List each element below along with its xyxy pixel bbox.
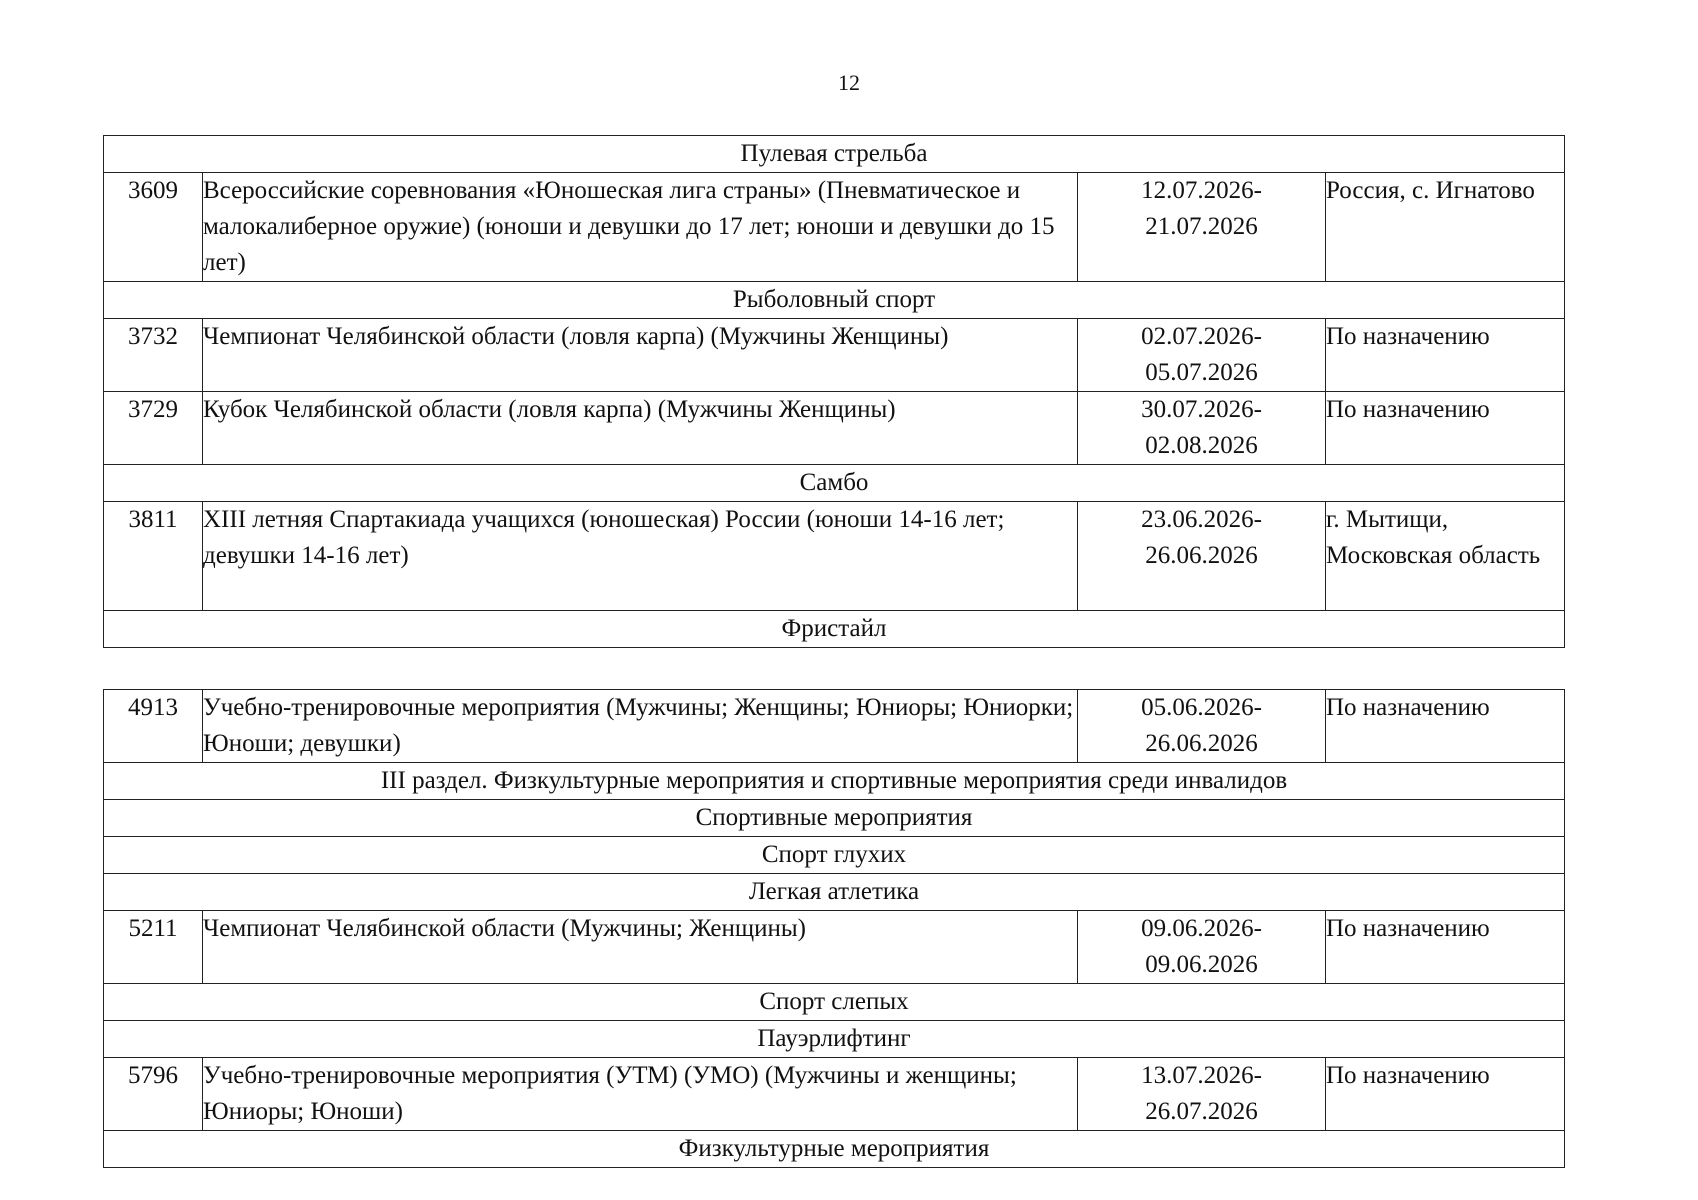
table-row <box>104 173 1565 282</box>
date-to: 26.06.2026 <box>1145 542 1258 569</box>
section-heading-deaf-sport: Спорт глухих <box>104 837 1565 874</box>
page-number: 12 <box>838 70 860 95</box>
section-heading-part-3: III раздел. Физкультурные мероприятия и спортивные мероприятия среди инвалидов <box>104 763 1565 800</box>
table-row <box>104 319 1565 392</box>
event-number: 5796 <box>104 1058 203 1131</box>
section-row <box>104 465 1565 502</box>
section-heading-sambo: Самбо <box>104 465 1565 502</box>
table-row <box>104 690 1565 763</box>
event-number: 4913 <box>104 690 203 763</box>
date-to: 26.06.2026 <box>1145 730 1258 757</box>
event-place: По назначению <box>1326 1058 1565 1131</box>
table-row <box>104 502 1565 611</box>
event-name: Чемпионат Челябинской области (ловля карпа) (Мужчины Женщины) <box>203 319 1078 392</box>
section-row <box>104 800 1565 837</box>
section-heading-freestyle: Фристайл <box>104 611 1565 648</box>
table-row <box>104 392 1565 465</box>
date-to: 09.06.2026 <box>1145 951 1258 978</box>
event-place: По назначению <box>1326 392 1565 465</box>
events-table-1 <box>103 135 1565 648</box>
section-heading-blind-sport: Спорт слепых <box>104 984 1565 1021</box>
section-row <box>104 282 1565 319</box>
event-name: Учебно-тренировочные мероприятия (УТМ) (УМО) (Мужчины и женщины; Юниоры; Юноши) <box>203 1058 1078 1131</box>
section-row <box>104 136 1565 173</box>
event-dates <box>1078 319 1326 392</box>
event-place: По назначению <box>1326 690 1565 763</box>
event-name: Учебно-тренировочные мероприятия (Мужчины; Женщины; Юниоры; Юниорки; Юноши; девушки) <box>203 690 1078 763</box>
event-dates <box>1078 502 1326 611</box>
date-to: 26.07.2026 <box>1145 1098 1258 1125</box>
event-dates <box>1078 911 1326 984</box>
section-heading-athletics: Легкая атлетика <box>104 874 1565 911</box>
section-heading-fishing: Рыболовный спорт <box>104 282 1565 319</box>
date-to: 21.07.2026 <box>1145 213 1258 240</box>
date-from: 02.07.2026- <box>1141 323 1262 350</box>
event-place: г. Мытищи, Московская область <box>1326 502 1565 611</box>
section-row <box>104 1131 1565 1168</box>
date-from: 30.07.2026- <box>1141 396 1262 423</box>
event-number: 5211 <box>104 911 203 984</box>
event-number: 3732 <box>104 319 203 392</box>
section-row <box>104 984 1565 1021</box>
event-dates <box>1078 392 1326 465</box>
table-row <box>104 1058 1565 1131</box>
section-row <box>104 837 1565 874</box>
section-row <box>104 1021 1565 1058</box>
event-place: Россия, с. Игнатово <box>1326 173 1565 282</box>
event-name: Чемпионат Челябинской области (Мужчины; Женщины) <box>203 911 1078 984</box>
section-heading-shooting: Пулевая стрельба <box>104 136 1565 173</box>
event-name: XIII летняя Спартакиада учащихся (юношеская) России (юноши 14-16 лет; девушки 14-16 лет) <box>203 502 1078 611</box>
event-dates <box>1078 173 1326 282</box>
event-number: 3811 <box>104 502 203 611</box>
date-from: 13.07.2026- <box>1141 1062 1262 1089</box>
event-name: Всероссийские соревнования «Юношеская лига страны» (Пневматическое и малокалиберное оружие) (юноши и девушки до 17 лет; юноши и девушки до 15 лет) <box>203 173 1078 282</box>
event-dates <box>1078 1058 1326 1131</box>
event-place: По назначению <box>1326 911 1565 984</box>
events-table-2 <box>103 689 1565 1168</box>
date-from: 23.06.2026- <box>1141 506 1262 533</box>
event-place: По назначению <box>1326 319 1565 392</box>
section-row <box>104 874 1565 911</box>
event-name: Кубок Челябинской области (ловля карпа) (Мужчины Женщины) <box>203 392 1078 465</box>
event-number: 3729 <box>104 392 203 465</box>
event-number: 3609 <box>104 173 203 282</box>
date-from: 12.07.2026- <box>1141 177 1262 204</box>
section-row <box>104 611 1565 648</box>
section-heading-sport-events: Спортивные мероприятия <box>104 800 1565 837</box>
section-row <box>104 763 1565 800</box>
date-from: 09.06.2026- <box>1141 915 1262 942</box>
event-dates <box>1078 690 1326 763</box>
section-heading-physical-culture: Физкультурные мероприятия <box>104 1131 1565 1168</box>
table-row <box>104 911 1565 984</box>
section-heading-powerlifting: Пауэрлифтинг <box>104 1021 1565 1058</box>
date-to: 02.08.2026 <box>1145 432 1258 459</box>
date-to: 05.07.2026 <box>1145 359 1258 386</box>
date-from: 05.06.2026- <box>1141 694 1262 721</box>
